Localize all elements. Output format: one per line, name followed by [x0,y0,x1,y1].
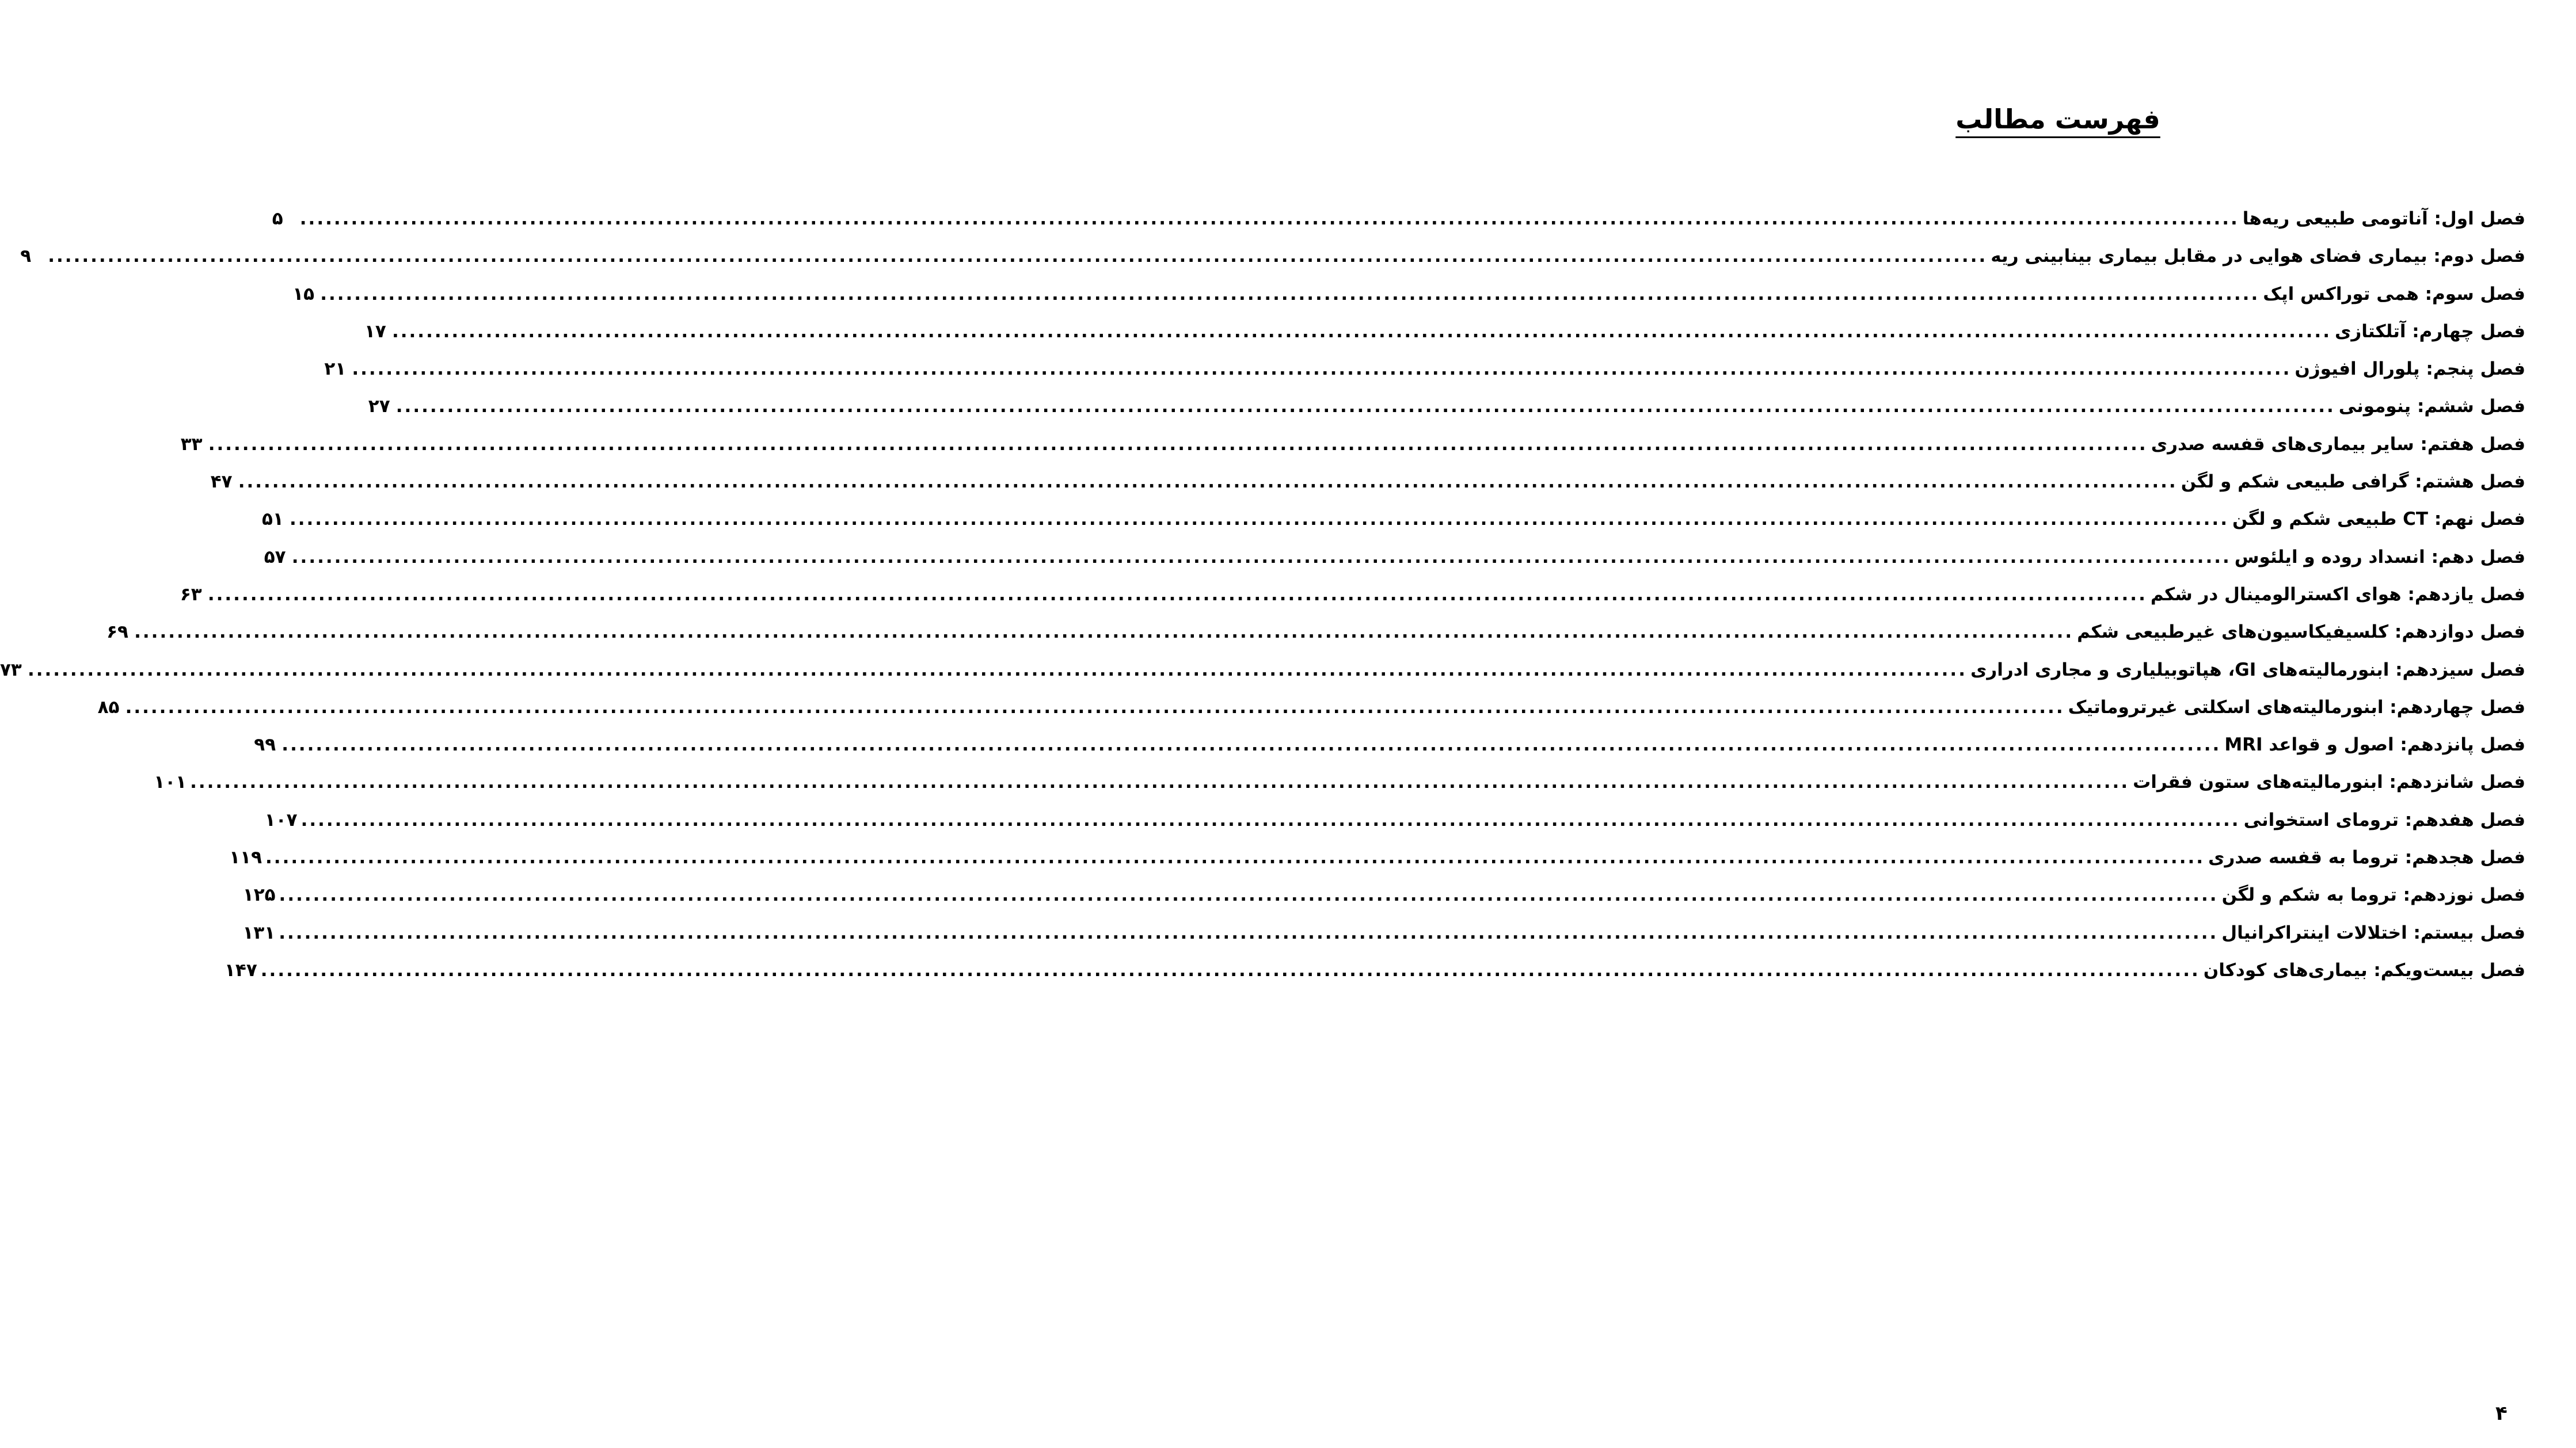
toc-leader-dots: .................................................................................................................................................................................................................................... [265,847,2205,868]
toc-entry[interactable] [264,809,2525,847]
toc-entry-title: فصل ششم: پنومونی [2338,396,2525,417]
toc-entry[interactable] [180,433,2525,471]
toc-entry[interactable] [368,396,2525,433]
toc-entry[interactable] [106,622,2525,659]
toc-entry-page: ۵ [272,208,283,229]
toc-entry[interactable] [97,696,2525,734]
toc-leader-dots: .................................................................................................................................................................................................................................... [260,959,2200,981]
toc-entry[interactable] [154,772,2525,809]
toc-entry-title: فصل بیستم: اختلالات اینتراکرانیال [2221,922,2525,943]
toc-entry-title: فصل چهارم: آتلکتازی [2334,321,2525,342]
toc-entry-title: فصل پانزدهم: اصول و قواعد MRI [2224,734,2525,756]
toc-leader-dots: .................................................................................................................................................................................................................................... [190,772,2130,793]
toc-entry[interactable] [324,359,2525,396]
toc-entry[interactable] [225,959,2525,997]
toc-entry[interactable] [229,847,2525,885]
toc-entry-page: ۹ [20,246,32,267]
toc-leader-dots: .................................................................................................................................................................................................................................... [281,734,2221,756]
toc-entry-title: فصل هفدهم: ترومای استخوانی [2243,809,2525,830]
toc-entry[interactable] [0,659,2525,697]
toc-entry[interactable] [264,546,2525,584]
toc-leader-dots: .................................................................................................................................................................................................................................... [207,584,2147,605]
toc-leader-dots: .................................................................................................................................................................................................................................... [352,359,2292,380]
toc-entry-title: فصل نوزدهم: تروما به شکم و لگن [2221,885,2525,906]
toc-entry-title: فصل سیزدهم: ابنورمالیته‌های GI، هپاتوبیلیاری و مجاری ادراری [1970,659,2525,680]
toc-entry-title: فصل هجدهم: تروما به قفسه صدری [2208,847,2525,868]
toc-entry-page: ۶۹ [106,622,128,643]
toc-entry-page: ۴۷ [210,471,233,493]
toc-entry-page: ۱۱۹ [229,847,262,868]
toc-entry-title: فصل یازدهم: هوای اکسترالومینال در شکم [2150,584,2525,605]
toc-leader-dots: .................................................................................................................................................................................................................................... [289,509,2229,530]
toc-entry-page: ۱۰۷ [264,809,298,830]
table-of-contents [0,208,2525,997]
toc-entry-page: ۳۳ [180,433,203,455]
toc-entry[interactable] [292,283,2525,321]
toc-entry-page: ۸۵ [97,696,120,718]
toc-entry-title: فصل دوم: بیماری فضای هوایی در مقابل بیماری بینابینی ریه [1991,246,2525,267]
toc-entry-title: فصل چهاردهم: ابنورمالیته‌های اسکلتی غیرتروماتیک [2068,696,2525,718]
toc-leader-dots: .................................................................................................................................................................................................................................... [299,208,2239,229]
toc-leader-dots: .................................................................................................................................................................................................................................... [391,321,2331,342]
toc-leader-dots: .................................................................................................................................................................................................................................... [208,433,2148,455]
toc-entry-title: فصل دوازدهم: کلسیفیکاسیون‌های غیرطبیعی شکم [2077,622,2525,643]
toc-entry-page: ۱۳۱ [242,922,276,943]
toc-entry-title: فصل هشتم: گرافی طبیعی شکم و لگن [2181,471,2525,493]
page-title-text: فهرست مطالب [1955,104,2160,135]
toc-entry-title: فصل دهم: انسداد روده و ایلئوس [2234,546,2525,567]
toc-entry-title: فصل اول: آناتومی طبیعی ریه‌ها [2242,208,2525,229]
toc-leader-dots: .................................................................................................................................................................................................................................... [291,546,2231,567]
toc-entry-page: ۹۹ [254,734,276,756]
page-title [1540,102,2576,137]
toc-leader-dots: .................................................................................................................................................................................................................................... [320,283,2260,304]
toc-leader-dots: .................................................................................................................................................................................................................................... [238,471,2178,493]
toc-entry-page: ۵۷ [264,546,286,567]
toc-entry-title: فصل بیست‌ویکم: بیماری‌های کودکان [2203,959,2525,981]
toc-entry-page: ۱۰۱ [154,772,187,793]
toc-leader-dots: .................................................................................................................................................................................................................................... [134,622,2074,643]
toc-entry-page: ۶۳ [180,584,202,605]
toc-entry-title: فصل نهم: CT طبیعی شکم و لگن [2232,509,2525,530]
toc-entry-page: ۵۱ [261,509,284,530]
toc-entry-page: ۱۷ [364,321,386,342]
toc-entry[interactable] [364,321,2525,359]
toc-entry[interactable] [20,246,2525,283]
toc-entry-title: فصل سوم: همی توراکس اپک [2263,283,2525,304]
toc-entry[interactable] [180,584,2525,622]
page-number: ۴ [2495,1402,2507,1425]
toc-entry-title: فصل هفتم: سایر بیماری‌های قفسه صدری [2151,433,2525,455]
toc-leader-dots: .................................................................................................................................................................................................................................... [279,885,2219,906]
toc-entry[interactable] [242,922,2525,960]
toc-entry-page: ۲۷ [368,396,390,417]
toc-entry-title: فصل شانزدهم: ابنورمالیته‌های ستون فقرات [2133,772,2525,793]
toc-entry-page: ۷۳ [0,659,22,680]
toc-entry[interactable] [254,734,2525,772]
toc-leader-dots: .................................................................................................................................................................................................................................... [27,659,1967,680]
toc-entry[interactable] [242,885,2525,922]
toc-leader-dots: .................................................................................................................................................................................................................................... [300,809,2240,830]
toc-leader-dots: .................................................................................................................................................................................................................................... [125,696,2065,718]
toc-entry-page: ۲۱ [324,359,347,380]
toc-entry-page: ۱۴۷ [225,959,257,981]
toc-entry[interactable] [272,208,2525,246]
toc-entry-title: فصل پنجم: پلورال افیوژن [2295,359,2525,380]
toc-leader-dots: .................................................................................................................................................................................................................................... [48,246,1988,267]
toc-entry[interactable] [210,471,2525,509]
toc-leader-dots: .................................................................................................................................................................................................................................... [279,922,2219,943]
toc-entry[interactable] [261,509,2525,546]
toc-entry-page: ۱۵ [292,283,315,304]
toc-entry-page: ۱۲۵ [242,885,276,906]
toc-leader-dots: .................................................................................................................................................................................................................................... [395,396,2335,417]
